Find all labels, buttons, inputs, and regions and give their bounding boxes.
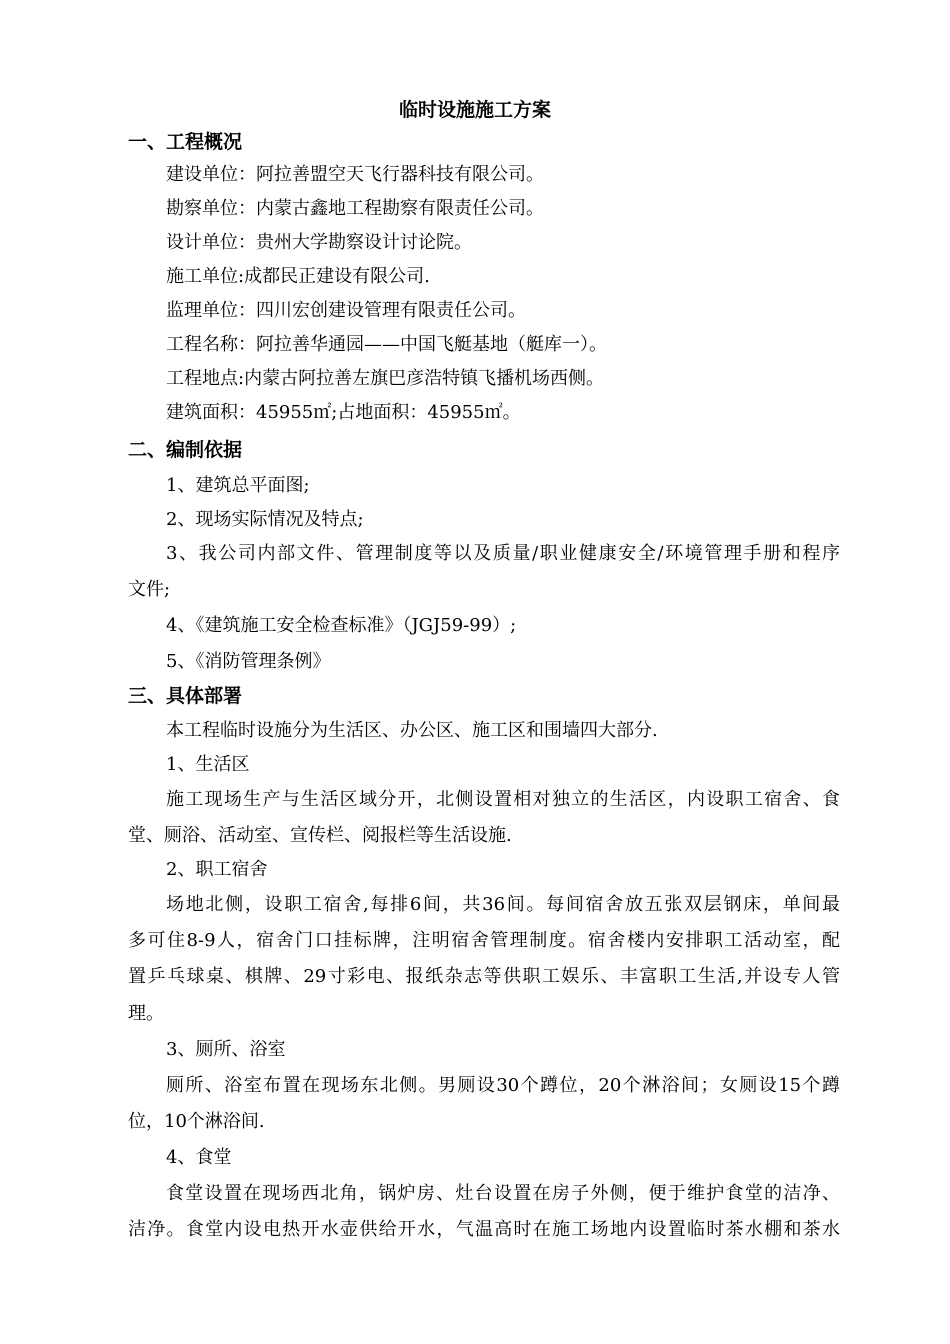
list-item: 1、建筑总平面图; [166,475,310,496]
paragraph-line: 设计单位：贵州大学勘察设计讨论院。 [166,232,472,253]
paragraph-line: 工程地点:内蒙古阿拉善左旗巴彦浩特镇飞播机场西侧。 [166,368,605,389]
subheading: 3、厕所、浴室 [166,1039,286,1060]
paragraph-line: 理。 [128,1003,164,1024]
paragraph-line: 建筑面积：45955㎡;占地面积：45955㎡。 [166,402,521,423]
document-title: 临时设施施工方案 [398,99,551,121]
paragraph-line: 本工程临时设施分为生活区、办公区、施工区和围墙四大部分. [166,720,658,741]
paragraph-line: 监理单位：四川宏创建设管理有限责任公司。 [166,300,526,321]
subheading: 4、食堂 [166,1147,232,1168]
paragraph-line: 工程名称：阿拉善华通园——中国飞艇基地（艇库一）。 [166,334,607,355]
subheading: 2、职工宿舍 [166,859,268,880]
list-item: 3、我公司内部文件、管理制度等以及质量/职业健康安全/环境管理手册和程序 [166,543,840,564]
list-item: 4、《建筑施工安全检查标准》（JGJ59-99）; [166,615,517,636]
paragraph-line: 勘察单位：内蒙古鑫地工程勘察有限责任公司。 [166,198,544,219]
list-item-continuation: 文件; [128,579,171,600]
paragraph-line: 厕所、浴室布置在现场东北侧。男厕设30个蹲位，20个淋浴间；女厕设15个蹲 [166,1075,840,1096]
section-heading-basis: 二、编制依据 [128,439,243,461]
paragraph-line: 洁净。食堂内设电热开水壶供给开水，气温高时在施工场地内设置临时茶水棚和茶水 [128,1219,840,1240]
section-heading-deployment: 三、具体部署 [128,685,243,707]
paragraph-line: 食堂设置在现场西北角，锅炉房、灶台设置在房子外侧，便于维护食堂的洁净、 [166,1183,840,1204]
paragraph-line: 建设单位：阿拉善盟空天飞行器科技有限公司。 [166,164,544,185]
section-heading-overview: 一、工程概况 [128,131,243,153]
subheading: 1、生活区 [166,754,250,775]
list-item: 2、现场实际情况及特点; [166,509,364,530]
paragraph-line: 置乒乓球桌、棋牌、29寸彩电、报纸杂志等供职工娱乐、丰富职工生活,并设专人管 [128,966,840,987]
paragraph-line: 堂、厕浴、活动室、宣传栏、阅报栏等生活设施. [128,825,512,846]
paragraph-line: 多可住8-9人，宿舍门口挂标牌，注明宿舍管理制度。宿舍楼内安排职工活动室，配 [128,930,840,951]
paragraph-line: 施工单位:成都民正建设有限公司. [166,266,430,287]
paragraph-line: 位，10个淋浴间. [128,1111,265,1132]
list-item: 5、《消防管理条例》 [166,651,331,672]
paragraph-line: 场地北侧，设职工宿舍,每排6间，共36间。每间宿舍放五张双层钢床，单间最 [166,894,840,915]
paragraph-line: 施工现场生产与生活区域分开，北侧设置相对独立的生活区，内设职工宿舍、食 [166,789,840,810]
